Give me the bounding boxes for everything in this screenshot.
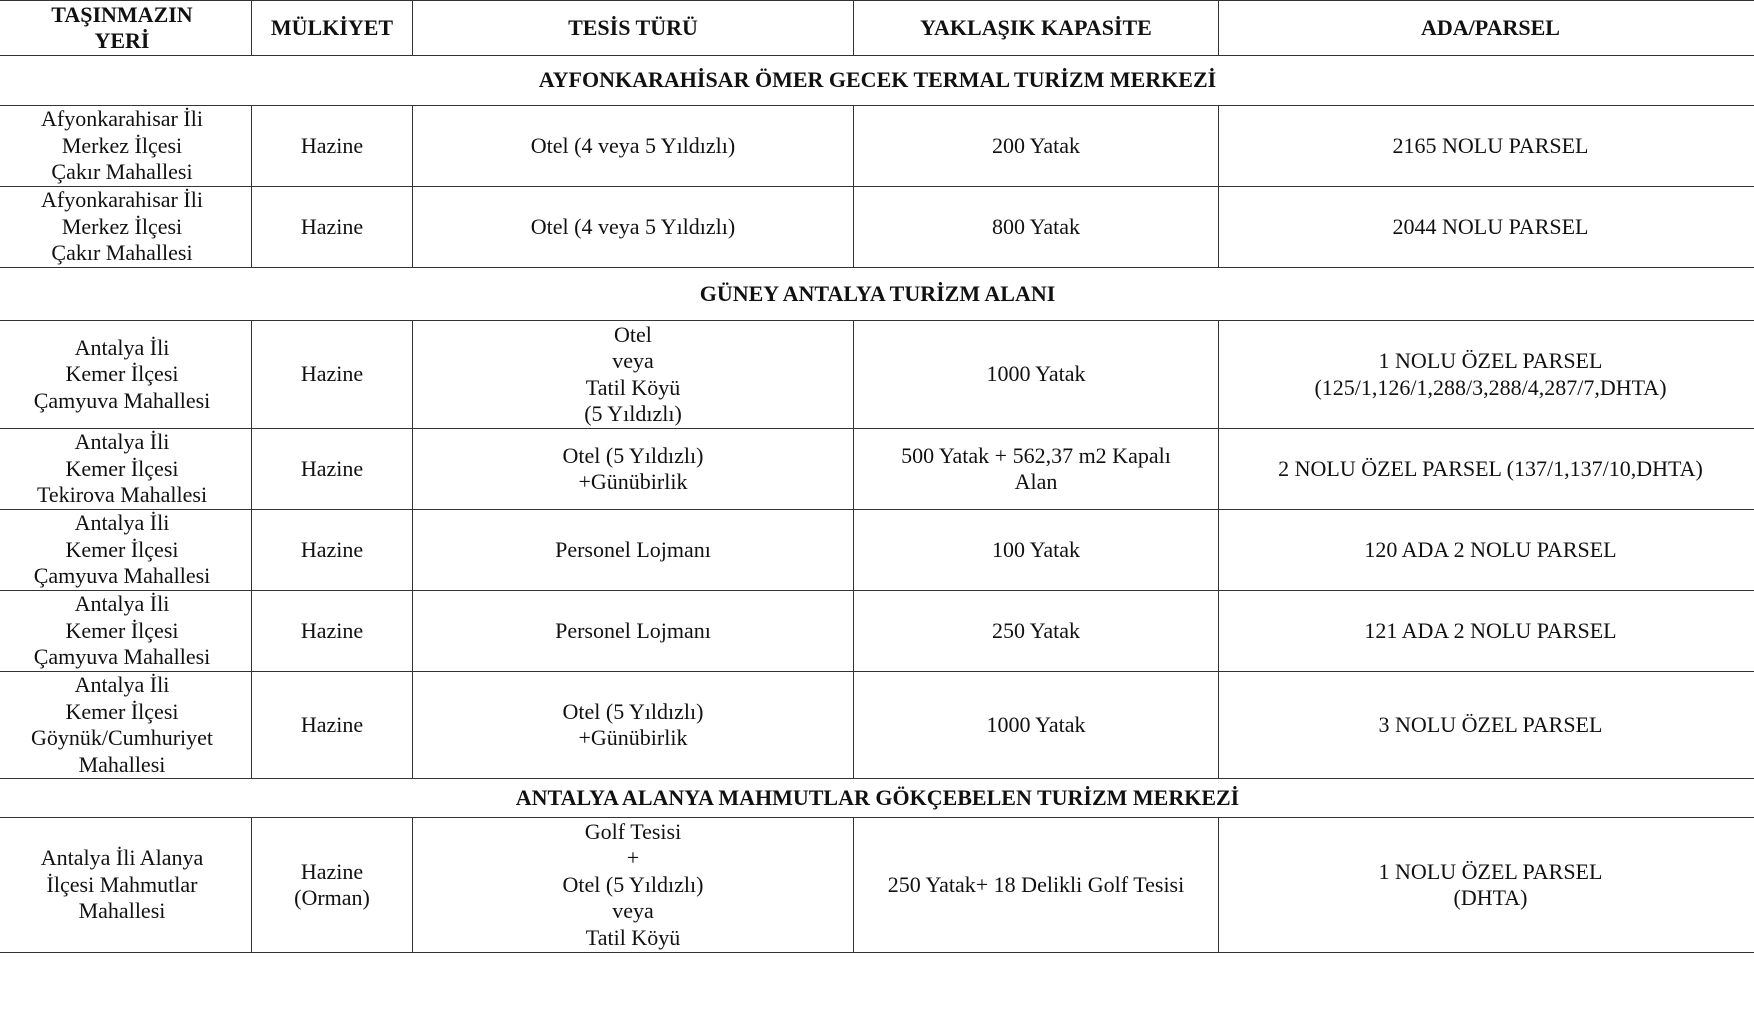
location-cell: Antalya İli Kemer İlçesi Çamyuva Mahallesi: [0, 321, 252, 429]
table-row: [0, 321, 1754, 429]
parcel-cell: 1 NOLU ÖZEL PARSEL (125/1,126/1,288/3,288/4,287/7,DHTA): [1219, 321, 1754, 429]
parcel-cell: 2165 NOLU PARSEL: [1219, 106, 1754, 187]
facility-cell: Personel Lojmanı: [413, 591, 854, 672]
facility-cell: Otel (5 Yıldızlı) +Günübirlik: [413, 429, 854, 510]
parcel-cell: 121 ADA 2 NOLU PARSEL: [1219, 591, 1754, 672]
table-row: [0, 106, 1754, 187]
capacity-cell: 1000 Yatak: [854, 321, 1219, 429]
capacity-cell: 500 Yatak + 562,37 m2 Kapalı Alan: [854, 429, 1219, 510]
location-cell: Antalya İli Kemer İlçesi Çamyuva Mahallesi: [0, 591, 252, 672]
ownership-cell: Hazine: [252, 106, 413, 187]
capacity-cell: 250 Yatak: [854, 591, 1219, 672]
capacity-cell: 200 Yatak: [854, 106, 1219, 187]
section-title: GÜNEY ANTALYA TURİZM ALANI: [0, 268, 1754, 321]
ownership-cell: Hazine: [252, 510, 413, 591]
section-title: ANTALYA ALANYA MAHMUTLAR GÖKÇEBELEN TURİZM MERKEZİ: [0, 779, 1754, 818]
section-row: [0, 56, 1754, 106]
header-row: [0, 1, 1754, 56]
location-cell: Antalya İli Kemer İlçesi Tekirova Mahallesi: [0, 429, 252, 510]
capacity-cell: 800 Yatak: [854, 187, 1219, 268]
ownership-cell: Hazine: [252, 429, 413, 510]
header-location: TAŞINMAZIN YERİ: [0, 1, 252, 56]
capacity-cell: 1000 Yatak: [854, 672, 1219, 779]
parcel-cell: 2 NOLU ÖZEL PARSEL (137/1,137/10,DHTA): [1219, 429, 1754, 510]
section-row: [0, 779, 1754, 818]
parcel-cell: 120 ADA 2 NOLU PARSEL: [1219, 510, 1754, 591]
location-cell: Antalya İli Alanya İlçesi Mahmutlar Mahallesi: [0, 818, 252, 953]
location-cell: Antalya İli Kemer İlçesi Çamyuva Mahallesi: [0, 510, 252, 591]
facility-cell: Otel (4 veya 5 Yıldızlı): [413, 187, 854, 268]
parcel-cell: 2044 NOLU PARSEL: [1219, 187, 1754, 268]
table-row: [0, 429, 1754, 510]
facility-cell: Otel veya Tatil Köyü (5 Yıldızlı): [413, 321, 854, 429]
parcel-cell: 1 NOLU ÖZEL PARSEL (DHTA): [1219, 818, 1754, 953]
ownership-cell: Hazine: [252, 591, 413, 672]
ownership-cell: Hazine: [252, 321, 413, 429]
capacity-cell: 250 Yatak+ 18 Delikli Golf Tesisi: [854, 818, 1219, 953]
ownership-cell: Hazine: [252, 187, 413, 268]
section-title: AYFONKARAHİSAR ÖMER GECEK TERMAL TURİZM MERKEZİ: [0, 56, 1754, 106]
table-row: [0, 510, 1754, 591]
location-cell: Afyonkarahisar İli Merkez İlçesi Çakır Mahallesi: [0, 106, 252, 187]
table-row: [0, 672, 1754, 779]
section-row: [0, 268, 1754, 321]
facility-cell: Otel (5 Yıldızlı) +Günübirlik: [413, 672, 854, 779]
facility-cell: Personel Lojmanı: [413, 510, 854, 591]
ownership-cell: Hazine (Orman): [252, 818, 413, 953]
ownership-cell: Hazine: [252, 672, 413, 779]
capacity-cell: 100 Yatak: [854, 510, 1219, 591]
header-facility-type: TESİS TÜRÜ: [413, 1, 854, 56]
facility-cell: Golf Tesisi + Otel (5 Yıldızlı) veya Tatil Köyü: [413, 818, 854, 953]
parcel-cell: 3 NOLU ÖZEL PARSEL: [1219, 672, 1754, 779]
location-cell: Afyonkarahisar İli Merkez İlçesi Çakır Mahallesi: [0, 187, 252, 268]
facility-cell: Otel (4 veya 5 Yıldızlı): [413, 106, 854, 187]
location-cell: Antalya İli Kemer İlçesi Göynük/Cumhuriyet Mahallesi: [0, 672, 252, 779]
table-row: [0, 187, 1754, 268]
table-row: [0, 818, 1754, 953]
table-row: [0, 591, 1754, 672]
header-ownership: MÜLKİYET: [252, 1, 413, 56]
header-capacity: YAKLAŞIK KAPASİTE: [854, 1, 1219, 56]
header-parcel: ADA/PARSEL: [1219, 1, 1754, 56]
